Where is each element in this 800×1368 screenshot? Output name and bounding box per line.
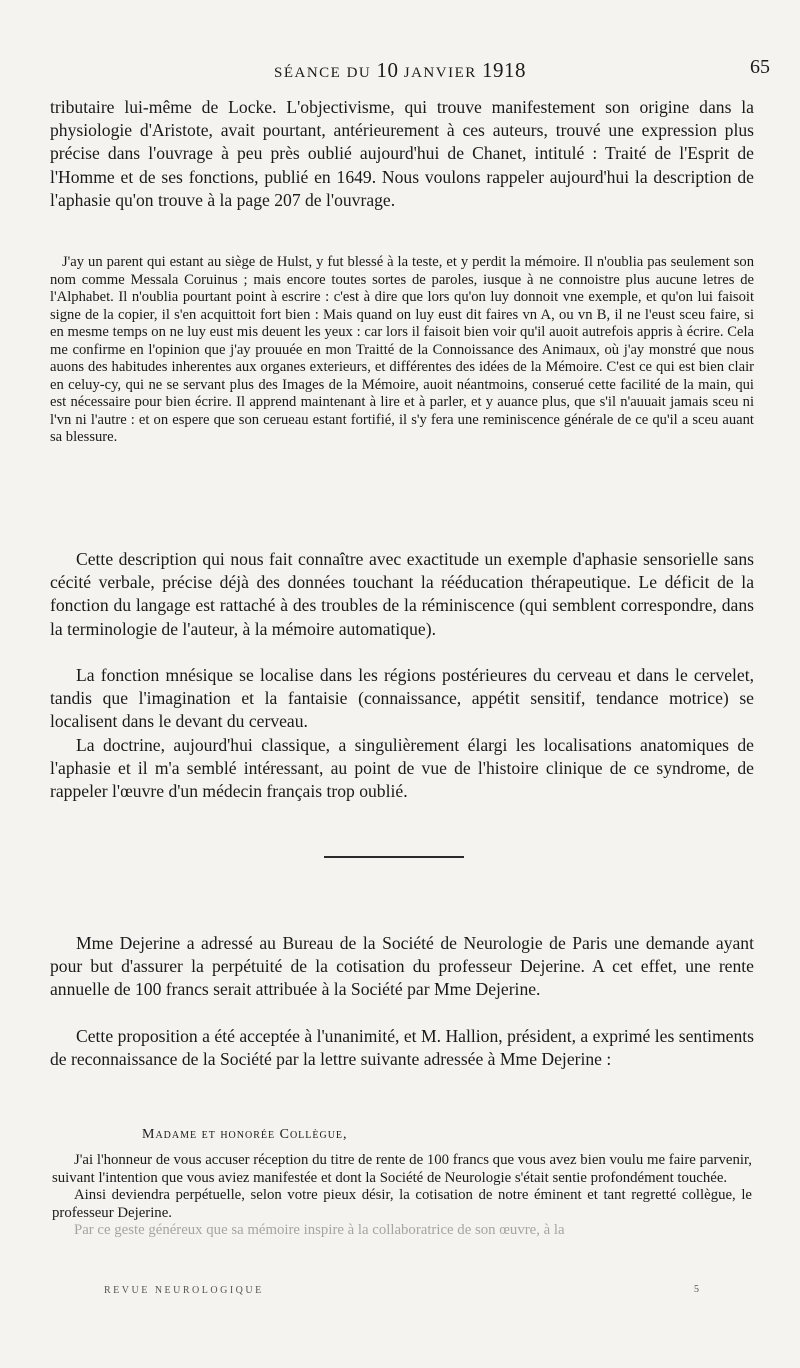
running-head-month: JANVIER bbox=[398, 65, 482, 81]
page-header bbox=[0, 54, 800, 84]
chanet-quotation bbox=[50, 254, 754, 447]
letter-body bbox=[52, 1152, 752, 1240]
footer-mark: 5 bbox=[694, 1284, 699, 1295]
paragraph-acceptance: Cette proposition a été acceptée à l'unanimité, et M. Hallion, président, a exprimé les sentiments de reconnaissance de la Société par la lettre suivante adressée à Mme Dejerine : bbox=[50, 1026, 754, 1070]
running-head-pre: SÉANCE DU bbox=[273, 65, 377, 81]
page-number: 65 bbox=[750, 56, 770, 78]
letter-paragraph-2: Ainsi deviendra perpétuelle, selon votre pieux désir, la cotisation de notre éminent et tant regretté collègue, le professeur Dejerine. bbox=[52, 1187, 752, 1221]
quotation-text: J'ay un parent qui estant au siège de Hulst, y fut blessé à la teste, et y perdit la mémoire. Il n'oublia pas seulement son nom comme Messala Coruinus ; mais encore toutes sortes de paroles, iusque à ne connoistre plus aucune letres de l'Alphabet. Il n'oublia pourtant point à escrire : c'est à dire que lors qu'on luy donnoit vne exemple, et qu'on lui faisoit signe de la copier, il s'en acquittoit fort bien : Mais quand on luy eust dit faires vn A, ou vn B, il ne l'eust sceu faire, si en mesme temps on ne luy eust mis deuent les yeux : car lors il faisoit bien voir qu'il auoit autrefois appris à écrire. Cela me confirme en l'opinion que j'ay prouuée en mon Traitté de la Connoissance des Animaux, où j'ay monstré que nous auons des habitudes inherentes aux organes exterieurs, et différentes des idées de la Mémoire. C'est ce qui est bien clair en celuy-cy, qui ne se servant plus des Images de la Mémoire, auoit néantmoins, conserué cette facilité de la main, qui est nécessaire pour bien écrire. Il apprend maintenant à lire et à parler, et y auance plus, que s'il n'auuait jamais sceu ni l'vn ni l'autre : et on espere que son cerueau estant fortifié, il s'y fera une reminiscence générale de ce qu'il a sceu auant sa blessure. bbox=[50, 254, 754, 445]
running-head-day: 10 bbox=[376, 58, 399, 82]
paragraph-intro: tributaire lui-même de Locke. L'objectivisme, qui trouve manifestement son origine dans la physiologie d'Aristote, avait pourtant, antérieurement à ces auteurs, trouvé une expression plus précise dans l'ouvrage à peu près oublié aujourd'hui de Chanet, intitulé : Traité de l'Esprit de l'Homme et de ses fonctions, publié en 1649. Nous voulons rappeler aujourd'hui la description de l'aphasie qu'on trouve à la page 207 de l'ouvrage. bbox=[50, 97, 754, 210]
paragraph-dejerine-request: Mme Dejerine a adressé au Bureau de la Société de Neurologie de Paris une demande ayant pour but d'assurer la perpétuité de la cotisation du professeur Dejerine. A cet effet, une rente annuelle de 100 francs serait attribuée à la Société par Mme Dejerine. bbox=[50, 933, 754, 1000]
letter-paragraph-1: J'ai l'honneur de vous accuser réception du titre de rente de 100 francs que vous avez bien voulu me faire parvenir, suivant l'intention que vous aviez manifestée et dont la Société de Neurologie s'était sentie profondément touchée. bbox=[52, 1152, 752, 1186]
paragraph-doctrine: La doctrine, aujourd'hui classique, a singulièrement élargi les localisations anatomiques de l'aphasie et il m'a semblé intéressant, au point de vue de l'histoire clinique de ce syndrome, de rappeler l'œuvre d'un médecin français trop oublié. bbox=[50, 735, 754, 802]
letter-salutation: Madame et honorée Collègue, bbox=[142, 1127, 348, 1142]
section-divider bbox=[324, 856, 464, 858]
footer-signature: REVUE NEUROLOGIQUE bbox=[104, 1285, 264, 1296]
paragraph-description: Cette description qui nous fait connaître avec exactitude un exemple d'aphasie sensorielle sans cécité verbale, précise déjà des données touchant la rééducation thérapeutique. Le déficit de la fonction du langage est rattaché à des troubles de la réminiscence (qui semblent correspondre, dans la terminologie de l'auteur, à la mémoire automatique). bbox=[50, 549, 754, 639]
paragraph-localisation: La fonction mnésique se localise dans les régions postérieures du cerveau et dans le cervelet, tandis que l'imagination et la fantaisie (connaissance, appétit sensitif, tendance motrice) se localisent dans le devant du cerveau. bbox=[50, 665, 754, 732]
running-head bbox=[0, 58, 800, 83]
running-head-year: 1918 bbox=[482, 58, 526, 82]
letter-paragraph-3: Par ce geste généreux que sa mémoire inspire à la collaboratrice de son œuvre, à la bbox=[74, 1222, 565, 1239]
